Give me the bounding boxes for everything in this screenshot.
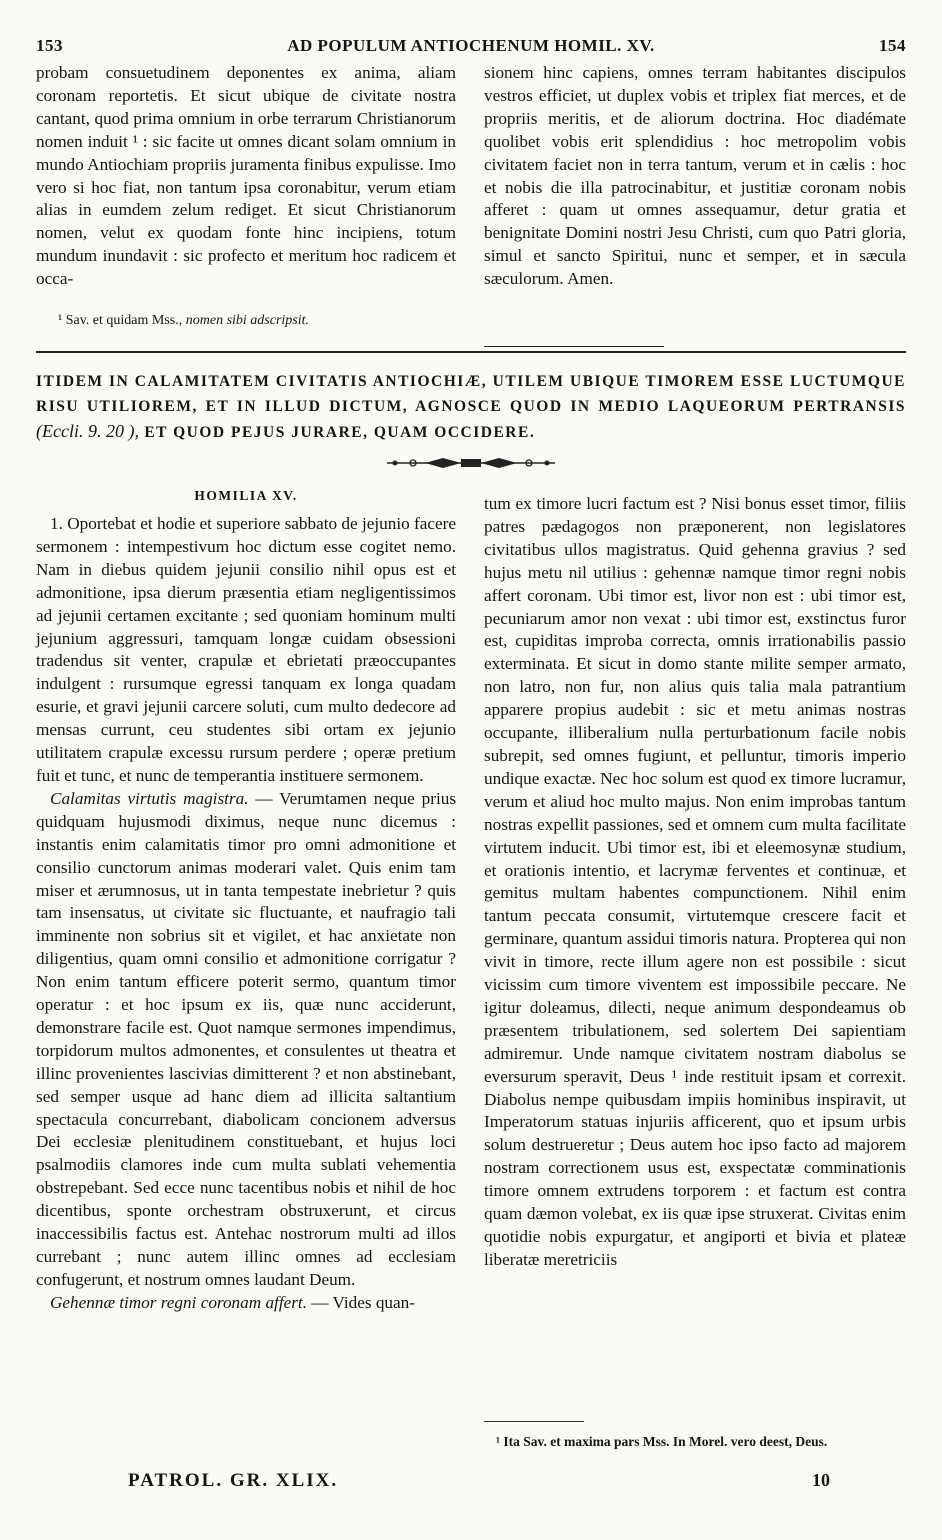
running-title: AD POPULUM ANTIOCHENUM HOMIL. XV. bbox=[287, 36, 655, 55]
page-number-right: 154 bbox=[879, 36, 906, 55]
bottom-right-footnote: ¹ Ita Sav. et maxima pars Mss. In Morel. vero deest, Deus. bbox=[496, 1434, 828, 1449]
heading-reference: (Eccli. 9. 20 ), bbox=[36, 421, 139, 441]
short-rule bbox=[484, 346, 664, 347]
top-right-paragraph: sionem hinc capiens, omnes terram habitantes discipulos vestros efficiet, ut duplex vobis et triplex fiat merces, et de propriis meritis, et de aliorum doctrina. Hoc diadémate quolibet vobis erit splendidius : hoc metropolim vobis civitatem faciet non in terra tantum, verum et in cælis : hoc et nobis die illa patrocinabitur, et justitiæ coronam nobis afferet : quam ut omnes assequamur, detur gratia et benignitate Domini nostri Jesu Christi, cum quo Patri gloria, simul et sancto Spiritui, nunc et semper, et in sæcula sæculorum. Amen. bbox=[484, 63, 906, 289]
top-right-column bbox=[484, 62, 906, 291]
section-title-calamitas: Calamitas virtutis magistra. bbox=[50, 788, 249, 808]
paragraph-1: 1. Oportebat et hodie et superiore sabbato de jejunio facere sermonem : intempestivum hoc dictum esse cogitet nemo. Nam in diebus quidem jejunii consilio nihil opus est et admonitione, ipsa dierum præsentia etiam negligentissimos ad jejunii certamen excitante ; sed quoniam hominum multi jejunium aggressuri, tamquam longæ cuidam obsessioni tradendus sit venter, crapulæ et ebrietati præoccupantes indulgent : rursumque egressi tanquam ex longa quadam esurie, et gravi jejunii carcere soluti, cum multo dedecore ad mensas currunt, ceu studentes sibi ortam ex jejunio utilitatem crapulæ excessu rursum perdere ; operæ pretium fuit et tunc, et nunc de temperantia instituere sermonem. bbox=[36, 514, 456, 785]
footnote-plain: Sav. et quidam Mss., bbox=[65, 313, 183, 328]
main-left-column bbox=[36, 513, 456, 1315]
heading-text-before: ITIDEM IN CALAMITATEM CIVITATIS ANTIOCHIÆ, UTILEM UBIQUE TIMOREM ESSE LUCTUMQUE RISU UTILIOREM, ET IN ILLUD DICTUM, AGNOSCE QUOD IN MEDIO LAQUEORUM PERTRANSIS bbox=[36, 373, 906, 415]
footnote-italic: nomen sibi adscripsit. bbox=[185, 313, 310, 328]
main-right-column bbox=[484, 493, 906, 1272]
section-title-gehennae: Gehennæ timor regni coronam affert. bbox=[50, 1292, 307, 1312]
top-left-column bbox=[36, 62, 456, 291]
page-number-left: 153 bbox=[36, 36, 63, 55]
homily-heading bbox=[36, 369, 906, 445]
section-divider bbox=[36, 351, 906, 353]
heading-text-after: ET QUOD PEJUS JURARE, QUAM OCCIDERE. bbox=[144, 424, 536, 441]
ornament-divider bbox=[385, 455, 557, 471]
paragraph-2 bbox=[36, 788, 456, 1292]
paragraph-2-text: — Verumtamen neque prius quidquam hujusmodi diximus, neque nunc dicemus : instantis enim calamitatis timor pro omni admonitione et consilio cunctorum animas moderari valet. Quis enim tam miser et ærumnosus, ut in tanta tempestate inebrietur ? quis tam insensatus, ut civitate sic fluctuante, et naufragio tali imminente non sobrius sit et vigilet, et hac anxietate non diligentius, quam omni consilio et admonitione corrigatur ? Non enim tantum efficere poterit sermo, quantum timor operatur : et hoc ipsum ex iis, quæ nunc acciderunt, demonstrare facile est. Quot namque sermones impendimus, torpidorum multos admonentes, et consulentes ut theatra et illinc provenientes lascivias dimitterent ? et non abstinebant, sed semper usque ad hanc diem ad illicita saltantium spectacula concurrebant, diabolicam concionem adversus Dei ecclesiæ plenitudinem constituebant, et hujus loci psalmodiis clamores inde cum multa sublati vehementia obstrepebant. Sed ecce nunc tacentibus nobis et nihil de hoc dicentibus, sponte orchestram obstruxerunt, et circus inaccessibilis factus est. Antehac nostrorum multi ad illos currebant ; nunc autem illinc omnes ad ecclesiam confugerunt, et nostrum omnes laudant Deum. bbox=[36, 788, 457, 1289]
main-right-paragraph: tum ex timore lucri factum est ? Nisi bonus esset timor, filiis patres pædagogos non præponerent, non legislatores civitatibus ullos magistratus. Quid gehenna gravius ? sed hujus metu nil utilius : gehennæ namque timor regni nobis affert coronam. Ubi timor est, livor non est : ubi timor est, pecuniarum amor non vexat : ubi timor est, exstinctus furor est, cupiditas improba correcta, omnis irrationabilis passio exterminata. Et sicut in domo stante milite semper armato, non latro, non fur, non alius quis talia mala patrantium apparere propius audebit : sic et metu animas nostras occupante, illiberalium nulla perturbationum facile nobis subrepit, sed omnes fugiunt, et pelluntur, timoris imperio undique exactæ. Nec hoc solum est quod ex timore lucramur, verum et aliud hoc multo majus. Non enim improbas tantum nostras expellit passiones, sed et omnem cum multa facilitate virtutem inducit. Ubi timor est, ibi et eleemosynæ studium, et orationis intentio, et lacrymæ ferventes et continuæ, et gemitus multam habentes compunctionem. Nihil enim tantum peccata consumit, virtutemque crescere facit et germinare, quantum assidui timoris natura. Propterea qui non vivit in timore, recte illum agere non est possibile : sicut vicissim cum timore viventem est impossibile peccare. Ne igitur doleamus, dilecti, neque animum despondeamus ob præsentem tribulationem, sed solertem Dei sapientiam admiremur. Unde namque civitatem nostram diabolus se eversurum speravit, Deus ¹ inde restituit ipsam et correxit. Diabolus nempe quibusdam impiis hominibus inspiravit, ut Imperatorum statuas injuriis afficerent, quo et ipsum urbis solum destrueretur ; Deus autem hoc ipso facto ad majorem nostram correctionem usus est, exspectatæ comminationis timore omnem extrudens torporem : et factum est contra quam dæmon volebat, ex iis quæ ipse struxerat. Civitas enim quotidie nobis expurgatur, et angiporti et bivia et plateæ liberatæ meretriciis bbox=[484, 494, 906, 1269]
homilia-title: HOMILIA XV. bbox=[194, 488, 298, 503]
paragraph-3 bbox=[36, 1292, 456, 1315]
top-left-paragraph: probam consuetudinem deponentes ex anima, aliam coronam reportetis. Et sicut ubique de civitate nostra cantant, quod prima omnium in orbe terrarum Christianorum nomen induit ¹ : sic facite ut omnes dicant solam omnium in mundo Antiochiam propriis juramenta finibus expulisse. Imo vero si hoc fiat, non tantum ipsa coronabitur, verum etiam alias in eumdem zelum rediget. Et sicut Christianorum nomen, velut ex quodam fonte hinc incipiens, totum mundum inundavit : sic profecto et meritum hoc radicem et occa- bbox=[36, 63, 456, 289]
footnote-rule bbox=[484, 1421, 584, 1422]
top-left-footnote bbox=[58, 312, 458, 330]
footer-volume: PATROL. GR. XLIX. bbox=[128, 1470, 339, 1491]
footer-signature: 10 bbox=[812, 1470, 830, 1490]
footnote-marker: ¹ bbox=[58, 313, 63, 328]
paragraph-3-text: — Vides quan- bbox=[307, 1292, 415, 1312]
running-head bbox=[36, 36, 906, 58]
